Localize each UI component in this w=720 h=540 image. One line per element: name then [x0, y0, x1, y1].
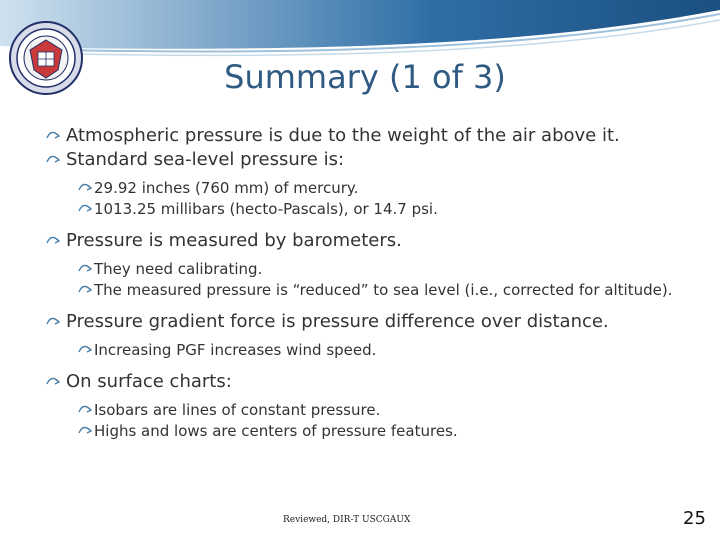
sub-bullet-text: The measured pressure is “reduced” to sea level (i.e., corrected for altitude).	[94, 281, 673, 299]
bullet-wave-icon	[78, 263, 92, 275]
sub-bullet-text: Highs and lows are centers of pressure features.	[94, 422, 458, 440]
sub-bullet-item	[68, 400, 716, 421]
bullet-item	[46, 124, 716, 148]
bullet-wave-icon	[46, 376, 60, 388]
bullet-item	[46, 148, 716, 172]
bullet-text: Pressure is measured by barometers.	[66, 230, 402, 251]
bullet-text: Standard sea-level pressure is:	[66, 149, 345, 170]
bullet-wave-icon	[78, 425, 92, 437]
slide-title: Summary (1 of 3)	[224, 58, 506, 96]
page-number: 25	[683, 508, 706, 529]
bullet-text: Pressure gradient force is pressure difference over distance.	[66, 311, 609, 332]
bullet-item	[46, 310, 716, 334]
sub-bullet-text: 29.92 inches (760 mm) of mercury.	[94, 179, 359, 197]
bullet-wave-icon	[78, 344, 92, 356]
sub-bullet-text: Isobars are lines of constant pressure.	[94, 401, 381, 419]
sub-bullet-text: They need calibrating.	[94, 260, 263, 278]
sub-bullet-item	[68, 259, 716, 280]
sub-bullet-item	[68, 280, 716, 301]
bullet-wave-icon	[46, 154, 60, 166]
bullet-item	[46, 370, 716, 394]
sub-bullet-text: Increasing PGF increases wind speed.	[94, 341, 377, 359]
bullet-text: On surface charts:	[66, 371, 232, 392]
bullet-text: Atmospheric pressure is due to the weight of the air above it.	[66, 125, 620, 146]
footer-note: Reviewed, DIR-T USCGAUX	[283, 515, 411, 525]
sub-bullet-item	[68, 178, 716, 199]
sub-bullet-text: 1013.25 millibars (hecto-Pascals), or 14.7 psi.	[94, 200, 438, 218]
sub-bullet-item	[68, 340, 716, 361]
bullet-item	[46, 229, 716, 253]
bullet-wave-icon	[46, 130, 60, 142]
bullet-wave-icon	[46, 316, 60, 328]
bullet-list	[46, 124, 716, 442]
sub-bullet-item	[68, 199, 716, 220]
bullet-wave-icon	[78, 284, 92, 296]
bullet-wave-icon	[46, 235, 60, 247]
bullet-wave-icon	[78, 203, 92, 215]
sub-bullet-item	[68, 421, 716, 442]
bullet-wave-icon	[78, 182, 92, 194]
bullet-wave-icon	[78, 404, 92, 416]
